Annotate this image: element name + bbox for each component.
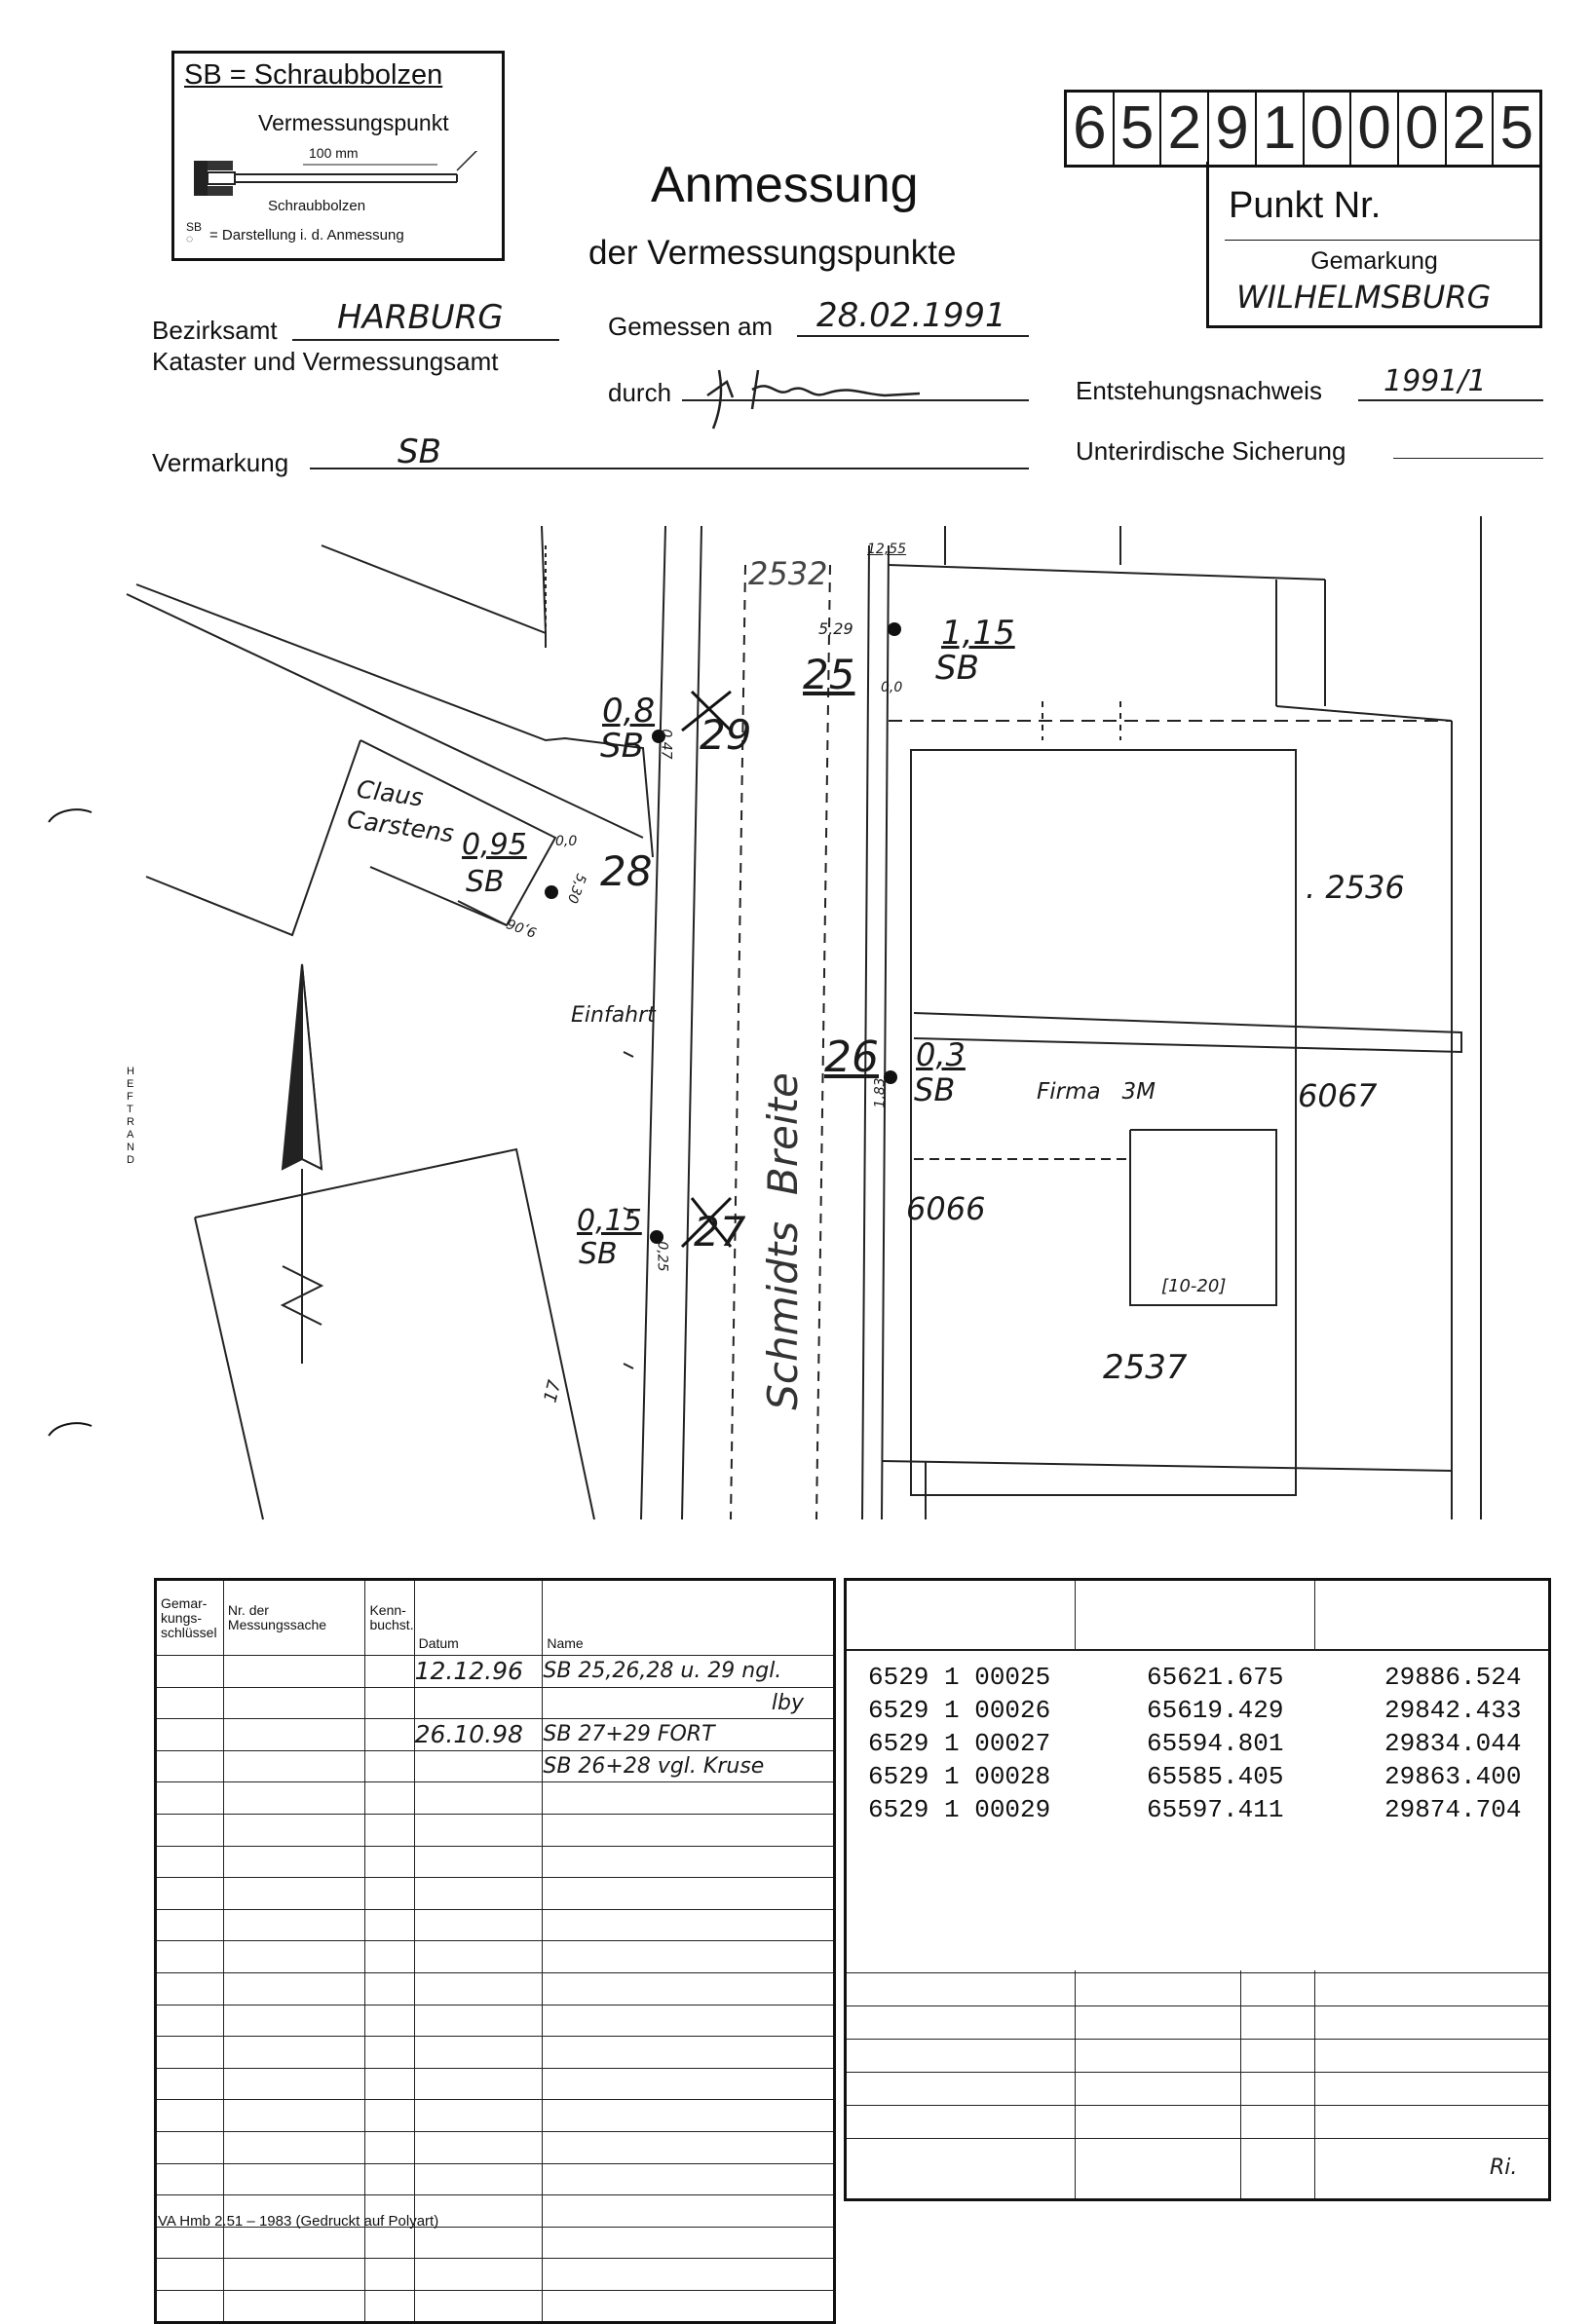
coord-row: 6529 1 00025 65621.675 29886.524	[868, 1663, 1522, 1692]
coordinate-table	[844, 1578, 1551, 2201]
firma-label: Firma 3M	[1037, 1079, 1156, 1105]
digit: 2	[1161, 93, 1209, 165]
p28-depth: 0,95	[462, 828, 527, 862]
p25-depth: 1,15	[941, 614, 1015, 653]
dist-530: 5,30	[563, 871, 589, 906]
digit: 9	[1209, 93, 1257, 165]
initials: Ri.	[1490, 2155, 1518, 2180]
punch-mark-icon	[47, 805, 95, 824]
dist-1255: 12,55	[867, 542, 907, 557]
punkt-box	[1206, 162, 1542, 328]
gemarkung-value: WILHELMSBURG	[1236, 279, 1492, 316]
owner-name-1: Claus	[355, 774, 426, 812]
punkt-label: Punkt Nr.	[1229, 185, 1382, 226]
table-row	[156, 1656, 835, 1688]
digit: 1	[1257, 93, 1305, 165]
p27-number: 27	[694, 1208, 746, 1256]
legend-title: SB = Schraubbolzen	[184, 59, 443, 91]
col-gemarkungsschluessel: Gemar- kungs- schlüssel	[156, 1580, 224, 1656]
parcel-17: 17	[540, 1377, 566, 1406]
table-row	[156, 1972, 835, 2005]
datum-cell	[414, 1750, 543, 1782]
coord-row: 6529 1 00026 65619.429 29842.433	[868, 1696, 1522, 1725]
parcel-6066: 6066	[906, 1190, 986, 1227]
name-cell: SB 25,26,28 u. 29 ngl.	[543, 1656, 835, 1688]
table-row	[156, 2290, 835, 2323]
table-row	[156, 1814, 835, 1846]
col-datum: Datum	[414, 1580, 543, 1656]
digit: 0	[1351, 93, 1399, 165]
digit: 5	[1115, 93, 1162, 165]
einfahrt-label: Einfahrt	[571, 1003, 656, 1028]
gemessen-value: 28.02.1991	[816, 296, 1006, 335]
datum-cell	[414, 1687, 543, 1719]
p26-depth: 0,3	[916, 1036, 966, 1073]
bezirksamt-value: HARBURG	[337, 298, 504, 337]
table-row	[156, 2163, 835, 2195]
p29-mark: SB	[600, 727, 644, 766]
coordinate-header	[847, 1581, 1548, 1651]
col-messungssache: Nr. der Messungssache	[223, 1580, 365, 1656]
coord-row: 6529 1 00029 65597.411 29874.704	[868, 1795, 1522, 1824]
table-row	[156, 2068, 835, 2100]
p27-depth: 0,15	[577, 1204, 642, 1238]
table-row	[156, 1687, 835, 1719]
kataster-label: Kataster und Vermessungsamt	[152, 347, 499, 376]
table-row	[156, 2037, 835, 2069]
table-row	[156, 1750, 835, 1782]
p28-mark: SB	[466, 865, 505, 899]
table-row	[156, 1909, 835, 1941]
table-row	[156, 2227, 835, 2259]
dist-025: 0,25	[654, 1241, 670, 1272]
dist-047: 0,47	[658, 729, 674, 760]
heftrand-label: HEFTRAND	[127, 1066, 134, 1166]
dist-00a: 0,0	[881, 680, 903, 695]
digit: 6	[1067, 93, 1115, 165]
table-row	[156, 2259, 835, 2291]
entstehung-value: 1991/1	[1384, 364, 1487, 398]
digit: 2	[1447, 93, 1495, 165]
legend-symbol: SB ◌	[186, 220, 203, 245]
unterirdisch-label: Unterirdische Sicherung	[1076, 436, 1346, 466]
coord-row: 6529 1 00027 65594.801 29834.044	[868, 1729, 1522, 1758]
legend-line-3: Schraubbolzen	[268, 198, 366, 214]
signature-icon	[694, 360, 947, 438]
table-row	[156, 1719, 835, 1751]
table-row	[156, 1941, 835, 1973]
legend-line-4: = Darstellung i. d. Anmessung	[209, 227, 404, 244]
p25-mark: SB	[935, 649, 979, 688]
digit: 5	[1499, 94, 1534, 162]
coord-row: 6529 1 00028 65585.405 29863.400	[868, 1762, 1522, 1791]
page-title: Anmessung	[651, 157, 919, 213]
dist-906: 9,06	[505, 915, 539, 940]
range-1020: [10-20]	[1161, 1276, 1227, 1296]
parcel-2532: 2532	[748, 555, 828, 592]
p25-number: 25	[803, 651, 855, 698]
legend-line-1: Vermessungspunkt	[258, 110, 449, 135]
p29-depth: 0,8	[602, 692, 656, 731]
p27-mark: SB	[579, 1237, 618, 1271]
name-cell: SB 27+29 FORT	[543, 1719, 835, 1751]
table-row	[156, 2100, 835, 2132]
name-cell: lby	[543, 1687, 835, 1719]
name-cell: SB 26+28 vgl. Kruse	[543, 1750, 835, 1782]
point-number-digits	[1064, 90, 1542, 168]
dist-00b: 0,0	[555, 834, 578, 849]
dist-183: 1,83	[872, 1077, 889, 1108]
table-row	[156, 1878, 835, 1910]
legend-line-2: 100 mm	[309, 145, 359, 161]
punch-mark-icon	[47, 1418, 95, 1438]
parcel-2536: . 2536	[1306, 869, 1405, 906]
table-header-row	[156, 1580, 835, 1656]
durch-label: durch	[608, 378, 672, 407]
table-row	[156, 1846, 835, 1878]
parcel-2537: 2537	[1103, 1348, 1188, 1387]
bezirksamt-label: Bezirksamt	[152, 316, 278, 345]
vermarkung-label: Vermarkung	[152, 448, 289, 477]
col-name: Name	[543, 1580, 835, 1656]
p28-number: 28	[600, 847, 653, 895]
p29-number: 29	[700, 711, 752, 759]
dist-529: 5,29	[818, 619, 853, 638]
p26-number: 26	[824, 1032, 879, 1082]
street-name: Schmidts Breite	[758, 1072, 807, 1410]
legend-box	[171, 51, 505, 261]
p26-mark: SB	[914, 1071, 956, 1108]
owner-name-2: Carstens	[345, 805, 456, 848]
table-row	[156, 2131, 835, 2163]
vermarkung-value: SB	[398, 432, 441, 471]
parcel-6067: 6067	[1298, 1077, 1378, 1114]
form-footer: VA Hmb 2.51 – 1983 (Gedruckt auf Polyart)	[158, 2213, 439, 2230]
datum-cell: 26.10.98	[414, 1719, 543, 1751]
datum-cell: 12.12.96	[414, 1656, 543, 1688]
digit: 0	[1399, 93, 1447, 165]
gemessen-label: Gemessen am	[608, 312, 774, 341]
table-row	[156, 1782, 835, 1815]
col-kennbuchst: Kenn- buchst.	[365, 1580, 414, 1656]
table-row	[156, 2005, 835, 2037]
entstehung-label: Entstehungsnachweis	[1076, 376, 1322, 405]
digit: 0	[1305, 93, 1352, 165]
gemarkung-label: Gemarkung	[1310, 247, 1438, 275]
page-subtitle: der Vermessungspunkte	[588, 234, 957, 272]
